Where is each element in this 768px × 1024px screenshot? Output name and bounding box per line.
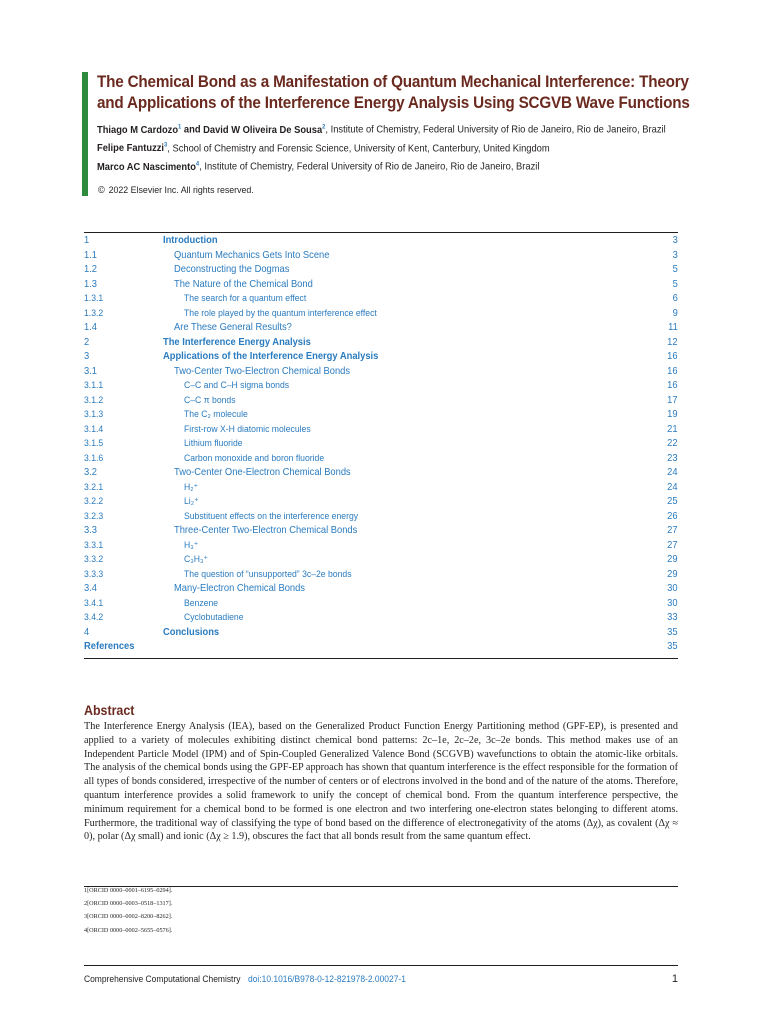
toc-entry-page: 29 (667, 554, 678, 565)
toc-entry[interactable] (84, 495, 678, 510)
toc-entry-number: 1.3 (84, 278, 98, 290)
toc-entry-number: References (84, 641, 135, 652)
toc-entry[interactable] (84, 292, 678, 307)
toc-entry-label[interactable]: Applications of the Interference Energy Analysis (163, 351, 379, 362)
toc-entry-label[interactable]: The Nature of the Chemical Bond (174, 278, 313, 290)
toc-entry-number: 1.3.2 (84, 307, 104, 319)
author-line-3 (97, 156, 691, 174)
toc-entry-number: 1.2 (84, 264, 98, 275)
toc-entry-page: 23 (667, 452, 678, 464)
toc-entry-label[interactable]: Two-Center One-Electron Chemical Bonds (174, 467, 351, 478)
toc-entry-page: 27 (667, 525, 678, 536)
author-joiner: and (183, 124, 201, 136)
toc-entry-number: 3.1.6 (84, 452, 104, 464)
toc-entry-label[interactable]: Lithium fluoride (184, 438, 243, 449)
toc-entry[interactable] (84, 437, 678, 452)
toc-entry-label[interactable]: Conclusions (163, 626, 220, 638)
toc-entry[interactable] (84, 582, 678, 597)
author-name[interactable]: David W Oliveira De Sousa$^2$ (203, 123, 326, 136)
toc-entry-number: 3.4 (84, 583, 98, 594)
toc-entry-label[interactable]: Introduction (163, 235, 218, 246)
toc-entry-number: 3.4.1 (84, 597, 104, 609)
footnote: 3[ORCID 0000–0002–8200–8262]. (84, 913, 173, 921)
toc-entry[interactable] (84, 307, 678, 322)
author-list (97, 119, 691, 174)
toc-entry-label[interactable]: Cyclobutadiene (184, 612, 244, 623)
toc-entry[interactable] (84, 510, 678, 525)
toc-entry-page: 27 (667, 539, 678, 551)
toc-entry-number: 3.1.3 (84, 409, 104, 420)
toc-entry-number: 3.2 (84, 467, 98, 478)
toc-entry-label[interactable]: Li₂⁺ (184, 496, 199, 507)
toc-entry-page: 21 (667, 423, 678, 435)
toc-entry-number: 3.1.1 (84, 380, 104, 391)
toc-entry[interactable] (84, 524, 678, 539)
toc-entry-page: 16 (667, 365, 678, 377)
author-footnote-ref[interactable]: 2 (322, 123, 326, 131)
toc-entry[interactable] (84, 249, 678, 264)
toc-entry[interactable] (84, 466, 678, 481)
toc-entry-number: 3.1.5 (84, 438, 104, 449)
toc-entry-number: 3.1 (84, 365, 98, 377)
footnote: 4[ORCID 0000–0002–5655–0576]. (84, 926, 173, 934)
author-name[interactable]: Felipe Fantuzzi$^3$ (97, 141, 168, 155)
toc-entry[interactable] (84, 626, 678, 641)
copyright-icon: © (97, 184, 106, 196)
journal-name: Comprehensive Computational Chemistry (84, 974, 241, 984)
author-affiliation: , School of Chemistry and Forensic Science, University of Kent, Canterbury, United Kingdom (167, 143, 550, 155)
toc-entry-page: 9 (672, 307, 678, 319)
toc-entry[interactable] (84, 379, 678, 394)
author-footnote-ref[interactable]: 3 (164, 141, 168, 149)
toc-entry-page: 5 (672, 278, 678, 290)
toc-entry-number: 3.3.2 (84, 554, 104, 565)
toc-entry-label[interactable]: Benzene (184, 597, 219, 609)
toc-entry-page: 19 (667, 409, 678, 420)
toc-entry[interactable] (84, 321, 678, 336)
toc-entry[interactable] (84, 481, 678, 496)
abstract-heading: Abstract (84, 703, 135, 718)
toc-entry[interactable] (84, 597, 678, 612)
toc-entry-label[interactable]: C–C and C–H sigma bonds (184, 380, 290, 391)
toc-entry-number: 1.4 (84, 322, 98, 333)
toc-entry-page: 3 (672, 249, 678, 261)
toc-entry-label[interactable]: H₂⁺ (184, 481, 199, 493)
toc-entry-page: 3 (672, 235, 678, 246)
toc-entry-label[interactable]: The search for a quantum effect (184, 293, 307, 304)
toc-entry-label[interactable]: Deconstructing the Dogmas (174, 264, 290, 275)
abstract-text: The Interference Energy Analysis (IEA), based on the Generalized Product Function Energy Partitioning method (GPF-EP), is presented and applied to a variety of molecules exhibiting distinct chemical bond patterns: 2c–1e, 2c–2e, 3c–2e bonds. This method makes use of an Independent Particle Model (IPM) and of Spin-Coupled Generalized Valence Bond (SCGVB) wavefunctions to obtain the atomic-like orbitals. The analysis of the chemical bonds using the GPF-EP approach has shown that quantum interference is the effect responsible for the formation of all types of bonds considered, irrespective of the number of centers or of electrons involved in the bond and of the nature of the atoms. Therefore, quantum interference provides a solid framework to unify the concept of chemical bond. From the quantum interference perspective, the minimum requirement for a chemical bond to be formed is one electron and two interfering one-electron states belonging to different atoms. Furthermore, the traditional way of classifying the type of bond based on the difference of electronegativity of the atoms (Δχ), as covalent (Δχ ≈ 0), polar (Δχ small) and ionic (Δχ ≥ 1.9), obscures the fact that all bonds result from the same quantum effect. (84, 721, 678, 843)
toc-entry-number: 1.3.1 (84, 293, 104, 304)
author-line-2 (97, 138, 691, 156)
toc-entry-page: 12 (667, 336, 678, 348)
article-title: The Chemical Bond as a Manifestation of Quantum Mechanical Interference: Theory and Applications of the Interference Energy Analysis Using SCGVB Wave Functions (97, 73, 690, 112)
toc-entry-label[interactable]: Two-Center Two-Electron Chemical Bonds (174, 365, 351, 377)
toc-entry-label[interactable]: Many-Electron Chemical Bonds (174, 583, 305, 594)
author-line-1 (97, 119, 691, 137)
toc-entry-number: 3.3.1 (84, 539, 104, 551)
footnote: 2[ORCID 0000–0003–0518–1317]. (84, 900, 173, 908)
author-footnote-ref[interactable]: 4 (195, 160, 200, 168)
article-header (82, 72, 707, 196)
toc-entry[interactable] (84, 423, 678, 438)
author-name[interactable]: Thiago M Cardozo$^1$ (97, 123, 182, 136)
toc-entry-number: 4 (84, 626, 90, 638)
toc-entry-page: 26 (667, 510, 678, 522)
toc-entry-number: 1.1 (84, 249, 98, 261)
toc-entry-page: 35 (667, 626, 678, 638)
author-name[interactable]: Marco AC Nascimento$^4$ (97, 160, 200, 173)
abstract-section (84, 703, 678, 844)
toc-entry-label[interactable]: The C₂ molecule (184, 409, 248, 420)
toc-entry-page: 25 (667, 496, 678, 507)
toc-entry[interactable] (84, 263, 678, 278)
toc-entry[interactable] (84, 278, 678, 293)
toc-entry[interactable] (84, 539, 678, 554)
toc-entry-label[interactable]: C₃H₃⁺ (184, 554, 209, 565)
author-affiliation: , Institute of Chemistry, Federal University of Rio de Janeiro, Rio de Janeiro, Brazil (325, 124, 666, 136)
toc-entry[interactable] (84, 611, 678, 626)
toc-entry[interactable] (84, 408, 678, 423)
toc-entry-number: 3.3 (84, 525, 98, 536)
toc-entry-number: 3.2.1 (84, 481, 104, 493)
page-number: 1 (671, 973, 678, 985)
author-affiliation: , Institute of Chemistry, Federal University of Rio de Janeiro, Rio de Janeiro, Brazil (199, 161, 540, 173)
toc-entry[interactable] (84, 568, 678, 583)
toc-entry-label[interactable]: C–C π bonds (184, 394, 236, 406)
toc-entry-label[interactable]: The role played by the quantum interference effect (184, 307, 377, 319)
toc-entry-page: 35 (667, 641, 678, 652)
footnote: 1[ORCID 0000–0001–6195–0294]. (84, 887, 173, 894)
toc-entry[interactable] (84, 452, 678, 467)
toc-entry-page: 16 (667, 351, 678, 362)
toc-entry-number: 3.1.2 (84, 394, 104, 406)
toc-entry-number: 1 (84, 235, 90, 246)
copyright-notice (97, 185, 465, 196)
footnotes (84, 884, 678, 937)
toc-entry-page: 33 (667, 612, 678, 623)
footer-divider (84, 965, 678, 966)
toc-entry-number: 3.2.3 (84, 510, 104, 522)
toc-entry-page: 24 (667, 481, 678, 493)
toc-entry-page: 5 (672, 264, 678, 275)
toc-entry-page: 30 (667, 583, 678, 594)
toc-entry-number: 3 (84, 351, 90, 362)
toc-entry-label[interactable]: Quantum Mechanics Gets Into Scene (174, 249, 330, 261)
toc-entry[interactable] (84, 350, 678, 365)
toc-entry-label[interactable]: Three-Center Two-Electron Chemical Bonds (174, 525, 358, 536)
toc-entry[interactable] (84, 640, 678, 655)
toc-entry-label[interactable]: Substituent effects on the interference energy (184, 510, 359, 522)
toc-entry-page: 30 (667, 597, 678, 609)
toc-entry-page: 17 (667, 394, 678, 406)
table-of-contents (84, 232, 678, 659)
copyright-text: 2022 Elsevier Inc. All rights reserved. (108, 184, 254, 196)
toc-entry-page: 22 (667, 438, 678, 449)
toc-entry-number: 3.3.3 (84, 568, 104, 580)
toc-entry-page: 6 (672, 293, 678, 304)
toc-entry-number: 3.4.2 (84, 612, 104, 623)
toc-entry-label[interactable]: The question of “unsupported” 3c–2e bonds (184, 568, 352, 580)
toc-entry[interactable] (84, 553, 678, 568)
author-footnote-ref[interactable]: 1 (178, 123, 182, 131)
toc-entry[interactable] (84, 336, 678, 351)
toc-entry[interactable] (84, 394, 678, 409)
toc-entry-label[interactable]: H₃⁺ (184, 539, 199, 551)
toc-entry-label[interactable]: First-row X-H diatomic molecules (184, 423, 311, 435)
toc-entry-number: 3.1.4 (84, 423, 104, 435)
toc-entry-label[interactable]: The Interference Energy Analysis (163, 336, 311, 348)
toc-entry[interactable] (84, 234, 678, 249)
toc-entry-label[interactable]: Carbon monoxide and boron fluoride (184, 452, 325, 464)
toc-entry-label[interactable]: Are These General Results? (174, 322, 292, 333)
toc-entry-page: 16 (667, 380, 678, 391)
toc-entry-number: 2 (84, 336, 90, 348)
toc-entry[interactable] (84, 365, 678, 380)
doi-link[interactable]: doi:10.1016/B978-0-12-821978-2.00027-1 (248, 974, 406, 984)
toc-entry-page: 11 (668, 322, 678, 333)
toc-entry-page: 29 (667, 568, 678, 580)
toc-entry-page: 24 (667, 467, 678, 478)
toc-entry-number: 3.2.2 (84, 496, 104, 507)
